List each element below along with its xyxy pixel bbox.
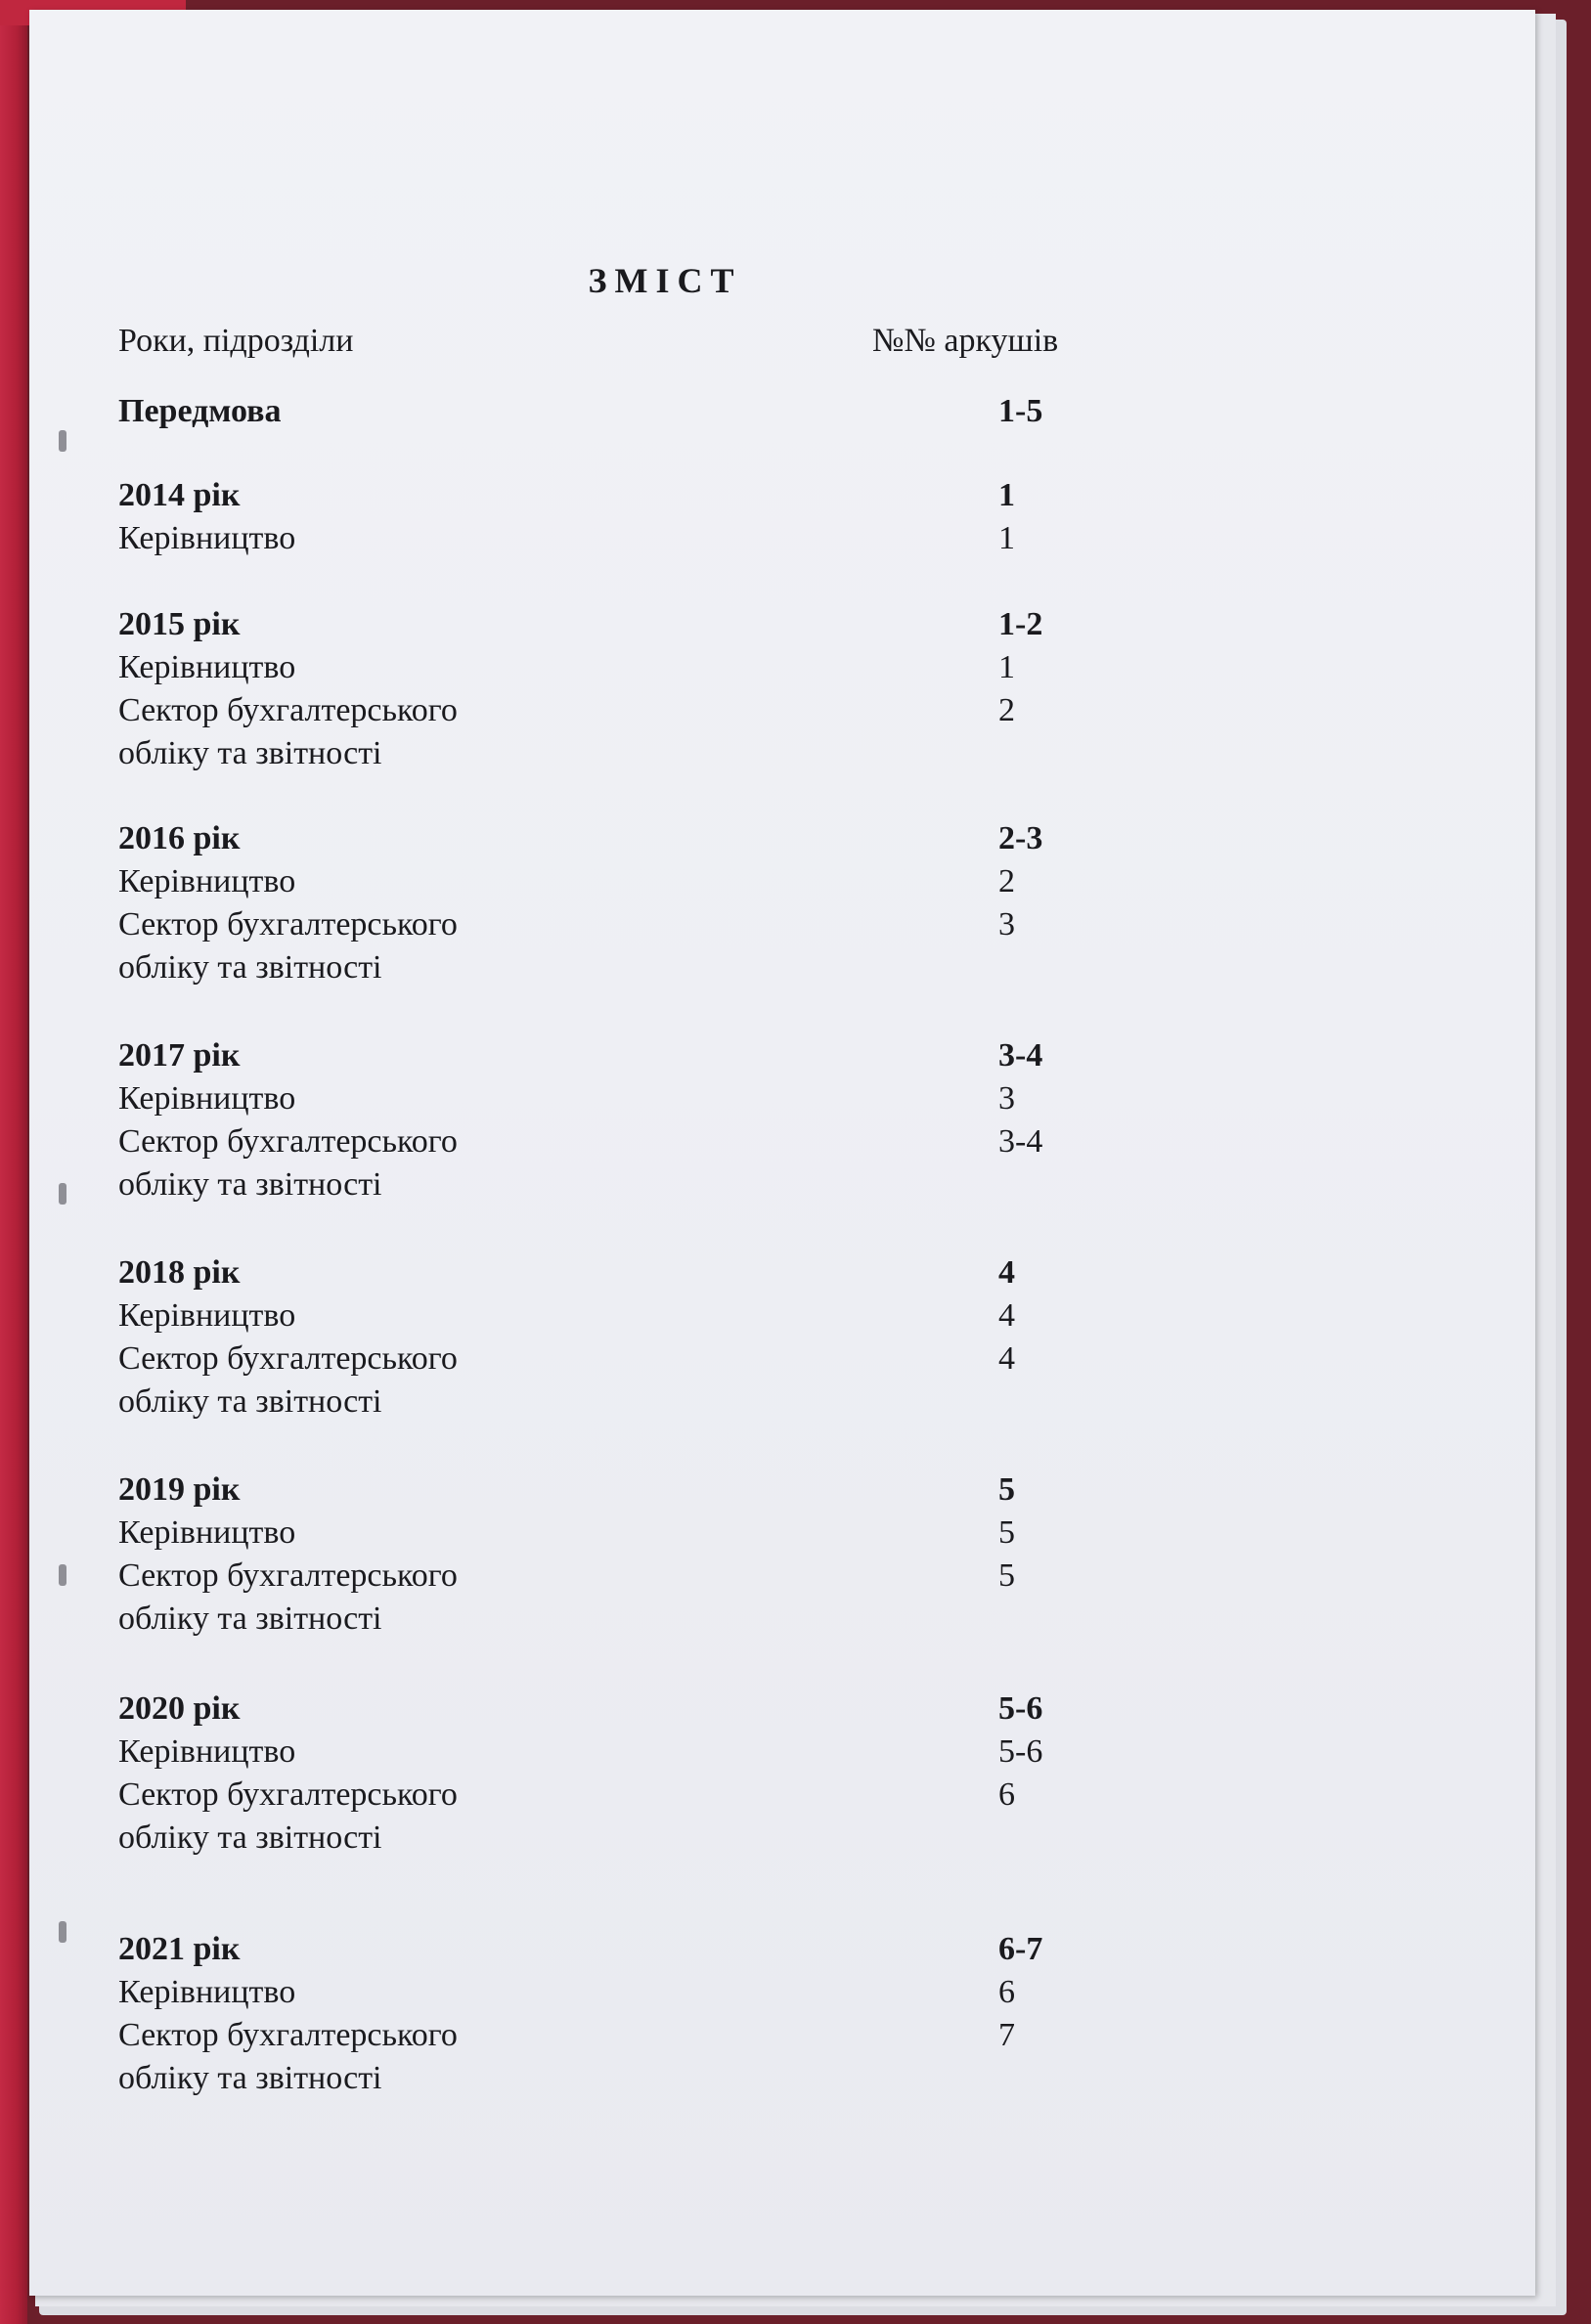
toc-entry-label: Сектор бухгалтерського [118, 1340, 458, 1377]
toc-entry-sheet-numbers: 4 [998, 1297, 1015, 1334]
toc-entry-label: обліку та звітності [118, 1383, 382, 1420]
toc-entry [118, 2014, 1194, 2057]
toc-entry-label: обліку та звітності [118, 1166, 382, 1203]
toc-entry-label: Керівництво [118, 520, 296, 556]
toc-entry [118, 646, 1194, 689]
toc-entry [118, 1598, 1194, 1641]
toc-year-heading [118, 1251, 1194, 1294]
toc-year-heading-sheet-numbers: 4 [998, 1254, 1015, 1291]
toc-year-heading-sheet-numbers: 3-4 [998, 1037, 1043, 1074]
toc-entry-label: Сектор бухгалтерського [118, 692, 458, 728]
toc-entry [118, 2057, 1194, 2100]
toc-year-heading [118, 474, 1194, 517]
toc-preface [118, 390, 1194, 433]
toc-entry-sheet-numbers: 3 [998, 1080, 1015, 1117]
toc-year-heading-sheet-numbers: 5-6 [998, 1690, 1043, 1727]
toc-entry [118, 517, 1194, 560]
toc-year-heading [118, 817, 1194, 860]
toc-entry [118, 1077, 1194, 1120]
toc-entry-label: обліку та звітності [118, 949, 382, 986]
toc-entry-sheet-numbers: 3 [998, 906, 1015, 943]
toc-preface-label: Передмова [118, 393, 282, 429]
toc-entry-label: Сектор бухгалтерського [118, 2017, 458, 2053]
toc-entry [118, 860, 1194, 903]
toc-entry-sheet-numbers: 7 [998, 2017, 1015, 2053]
toc-entry-label: Сектор бухгалтерського [118, 1557, 458, 1594]
toc-year-heading-label: 2016 рік [118, 820, 241, 856]
page-title: ЗМІСТ [588, 261, 742, 300]
toc-entry-sheet-numbers: 3-4 [998, 1123, 1043, 1160]
toc-entry [118, 903, 1194, 946]
toc-entry-sheet-numbers: 6 [998, 1974, 1015, 2010]
column-header-sheets: №№ аркушів [872, 323, 1059, 359]
toc-entry-label: Керівництво [118, 1974, 296, 2010]
toc-year-heading-label: 2020 рік [118, 1690, 241, 1727]
toc-entry [118, 1294, 1194, 1337]
toc-year-heading-label: 2021 рік [118, 1931, 241, 1967]
toc-entry [118, 1163, 1194, 1206]
toc-entry-label: Керівництво [118, 1514, 296, 1551]
toc-entry [118, 1817, 1194, 1860]
toc-entry-label: Сектор бухгалтерського [118, 1776, 458, 1813]
toc-entry [118, 1555, 1194, 1598]
toc-entry [118, 1971, 1194, 2014]
toc-entry [118, 1512, 1194, 1555]
toc-entry [118, 946, 1194, 989]
toc-year-heading [118, 603, 1194, 646]
toc-entry-label: обліку та звітності [118, 735, 382, 771]
toc-entry [118, 1337, 1194, 1381]
toc-year-heading [118, 1469, 1194, 1512]
toc-year-heading-sheet-numbers: 2-3 [998, 820, 1043, 856]
toc-year-heading-sheet-numbers: 6-7 [998, 1931, 1043, 1967]
toc-entry-label: Керівництво [118, 649, 296, 685]
toc-entry-sheet-numbers: 5 [998, 1557, 1015, 1594]
toc-year-heading-sheet-numbers: 1 [998, 477, 1015, 513]
toc-year-heading-label: 2018 рік [118, 1254, 241, 1291]
toc-entry-sheet-numbers: 6 [998, 1776, 1015, 1813]
toc-entry-label: Сектор бухгалтерського [118, 1123, 458, 1160]
toc-entry-sheet-numbers: 5 [998, 1514, 1015, 1551]
toc-entry [118, 1120, 1194, 1163]
toc-entry-sheet-numbers: 1 [998, 520, 1015, 556]
column-header-sections: Роки, підрозділи [118, 323, 354, 359]
toc-year-heading-label: 2017 рік [118, 1037, 241, 1074]
toc-entry-label: Керівництво [118, 1733, 296, 1770]
toc-year-heading-label: 2014 рік [118, 477, 241, 513]
toc-entry-label: Керівництво [118, 1080, 296, 1117]
document-page [29, 10, 1535, 2296]
toc-entry-label: Сектор бухгалтерського [118, 906, 458, 943]
red-folder-edge [0, 0, 27, 2324]
toc-entry-sheet-numbers: 2 [998, 863, 1015, 899]
toc-preface-sheet-numbers: 1-5 [998, 393, 1043, 429]
toc-entry-sheet-numbers: 1 [998, 649, 1015, 685]
table-of-contents [29, 10, 1535, 2296]
toc-entry [118, 1774, 1194, 1817]
toc-entry-label: Керівництво [118, 1297, 296, 1334]
toc-entry-sheet-numbers: 4 [998, 1340, 1015, 1377]
toc-entry-label: Керівництво [118, 863, 296, 899]
toc-entry-label: обліку та звітності [118, 1600, 382, 1637]
toc-year-heading-label: 2019 рік [118, 1471, 241, 1508]
toc-entry [118, 689, 1194, 732]
toc-entry-label: обліку та звітності [118, 2060, 382, 2096]
toc-entry [118, 732, 1194, 775]
toc-year-heading-label: 2015 рік [118, 606, 241, 642]
toc-entry-sheet-numbers: 5-6 [998, 1733, 1043, 1770]
toc-entry [118, 1381, 1194, 1424]
toc-entry-sheet-numbers: 2 [998, 692, 1015, 728]
toc-year-heading-sheet-numbers: 5 [998, 1471, 1015, 1508]
toc-entry-label: обліку та звітності [118, 1820, 382, 1856]
toc-year-heading [118, 1688, 1194, 1731]
toc-year-heading [118, 1034, 1194, 1077]
toc-entry [118, 1731, 1194, 1774]
toc-year-heading-sheet-numbers: 1-2 [998, 606, 1043, 642]
toc-year-heading [118, 1928, 1194, 1971]
